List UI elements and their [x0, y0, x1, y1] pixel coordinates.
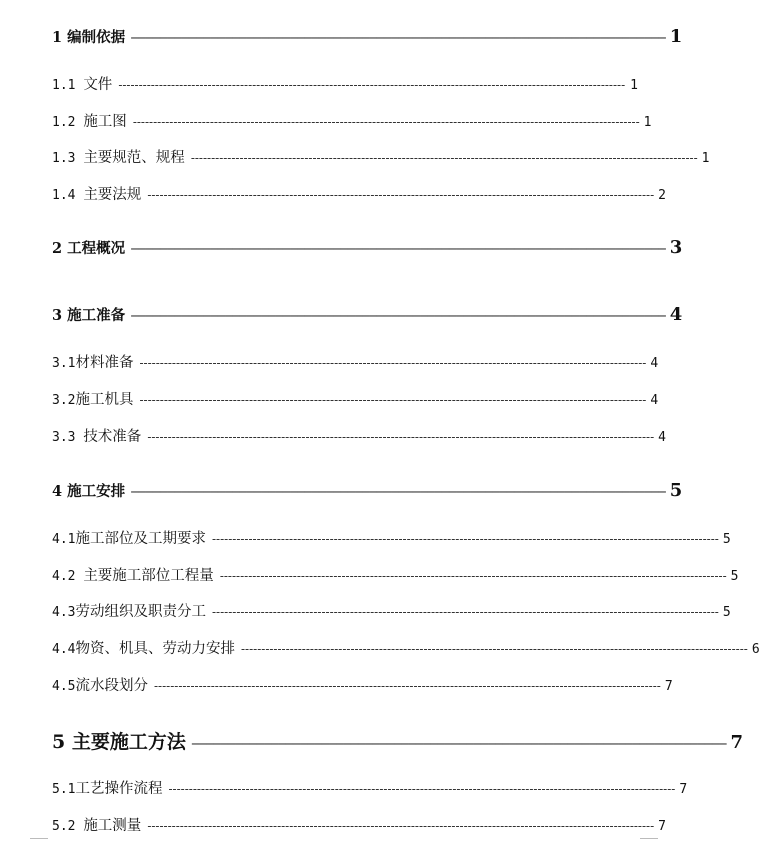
dot-leader: ----------------------------------------------------------------------------------------------------------------------------- [211, 532, 719, 546]
toc-entry-1[interactable] [52, 26, 683, 47]
toc-entry-5[interactable] [52, 727, 744, 754]
dot-leader: ----------------------------------------------------------------------------------------------------------------------------- [147, 430, 655, 444]
dot-leader: ----------------------------------------------------------------------------------------------------------------------------- [153, 679, 661, 693]
toc-entry-title: 5 主要施工方法 [52, 731, 186, 753]
toc-page-number: 7 [679, 782, 688, 797]
toc-entry-title: 1.3 主要规范、规程 [52, 150, 185, 166]
dot-leader: ----------------------------------------------------------------------------------------------------------------------------- [139, 393, 647, 407]
toc-entry-4-2[interactable] [52, 564, 739, 585]
dot-leader: ----------------------------------------------------------------------------------------------------------------------------- [168, 782, 676, 796]
dot-leader: ────────────────────────────────────────────────────────────────────────── [131, 309, 666, 323]
dot-leader: ────────────────────────────────────────────────────────────────────────── [131, 31, 666, 45]
toc-page-number: 5 [722, 605, 731, 620]
toc-entry-title: 3.3 技术准备 [52, 429, 142, 445]
toc-page-number: 5 [722, 532, 731, 547]
toc-entry-title: 1 编制依据 [52, 29, 126, 46]
toc-entry-4-4[interactable] [52, 637, 760, 658]
dot-leader: ----------------------------------------------------------------------------------------------------------------------------- [211, 605, 719, 619]
toc-page-number: 6 [751, 642, 760, 657]
toc-entry-3-2[interactable] [52, 388, 659, 409]
toc-entry-1-1[interactable] [52, 73, 638, 94]
toc-entry-1-4[interactable] [52, 183, 666, 204]
dot-leader: ────────────────────────────────────────────────────────────────────────── [131, 485, 666, 499]
toc-entry-title: 2 工程概况 [52, 240, 126, 257]
toc-page-number: 5 [730, 569, 739, 584]
toc-entry-title: 3 施工准备 [52, 307, 126, 324]
toc-page-number: 3 [669, 237, 683, 258]
toc-entry-title: 4.4物资、机具、劳动力安排 [52, 641, 235, 657]
toc-entry-title: 1.1 文件 [52, 77, 113, 93]
dot-leader: ----------------------------------------------------------------------------------------------------------------------------- [132, 115, 640, 129]
toc-page-number: 1 [701, 151, 710, 166]
toc-page-number: 5 [669, 480, 683, 501]
toc-entry-title: 3.1材料准备 [52, 355, 134, 371]
toc-entry-title: 4.3劳动组织及职责分工 [52, 604, 206, 620]
page-corner-mark-left [30, 838, 48, 849]
toc-entry-title: 3.2施工机具 [52, 392, 134, 408]
toc-entry-4[interactable] [52, 480, 683, 501]
toc-page-number: 1 [669, 26, 683, 47]
toc-entry-3[interactable] [52, 304, 683, 325]
toc-page-number: 4 [658, 430, 666, 445]
toc-entry-1-2[interactable] [52, 110, 652, 131]
dot-leader: ----------------------------------------------------------------------------------------------------------------------------- [219, 569, 727, 583]
toc-entry-title: 1.2 施工图 [52, 114, 127, 130]
toc-page-number: 1 [643, 115, 652, 130]
toc-page-number: 7 [730, 732, 744, 753]
dot-leader: ----------------------------------------------------------------------------------------------------------------------------- [147, 188, 655, 202]
toc-entry-title: 1.4 主要法规 [52, 187, 142, 203]
toc-entry-title: 5.1工艺操作流程 [52, 781, 163, 797]
toc-page-number: 1 [630, 78, 638, 93]
dot-leader: ────────────────────────────────────────────────────────────────────────── [191, 737, 727, 751]
toc-entry-4-5[interactable] [52, 674, 673, 695]
toc-entry-title: 4 施工安排 [52, 483, 126, 500]
toc-entry-title: 5.2 施工测量 [52, 818, 142, 834]
toc-entry-3-1[interactable] [52, 351, 659, 372]
dot-leader: ----------------------------------------------------------------------------------------------------------------------------- [240, 642, 748, 656]
toc-entry-5-2[interactable] [52, 814, 666, 835]
toc-page-number: 4 [669, 304, 683, 325]
page-corner-mark-right [640, 838, 658, 849]
toc-entry-title: 4.2 主要施工部位工程量 [52, 568, 214, 584]
toc-page-number: 2 [658, 188, 666, 203]
toc-entry-3-3[interactable] [52, 425, 666, 446]
dot-leader: ----------------------------------------------------------------------------------------------------------------------------- [190, 151, 698, 165]
toc-page-number: 4 [650, 393, 659, 408]
toc-page-number: 7 [658, 819, 666, 834]
dot-leader: ----------------------------------------------------------------------------------------------------------------------------- [147, 819, 655, 833]
toc-page-number: 4 [650, 356, 659, 371]
toc-entry-4-3[interactable] [52, 600, 731, 621]
toc-entry-1-3[interactable] [52, 146, 710, 167]
toc-entry-4-1[interactable] [52, 527, 731, 548]
toc-entry-title: 4.1施工部位及工期要求 [52, 531, 206, 547]
toc-entry-2[interactable] [52, 237, 683, 258]
toc-entry-5-1[interactable] [52, 777, 688, 798]
dot-leader: ────────────────────────────────────────────────────────────────────────── [131, 242, 666, 256]
toc-page-number: 7 [664, 679, 673, 694]
dot-leader: ----------------------------------------------------------------------------------------------------------------------------- [139, 356, 647, 370]
dot-leader: ----------------------------------------------------------------------------------------------------------------------------- [118, 78, 626, 92]
toc-entry-title: 4.5流水段划分 [52, 678, 148, 694]
